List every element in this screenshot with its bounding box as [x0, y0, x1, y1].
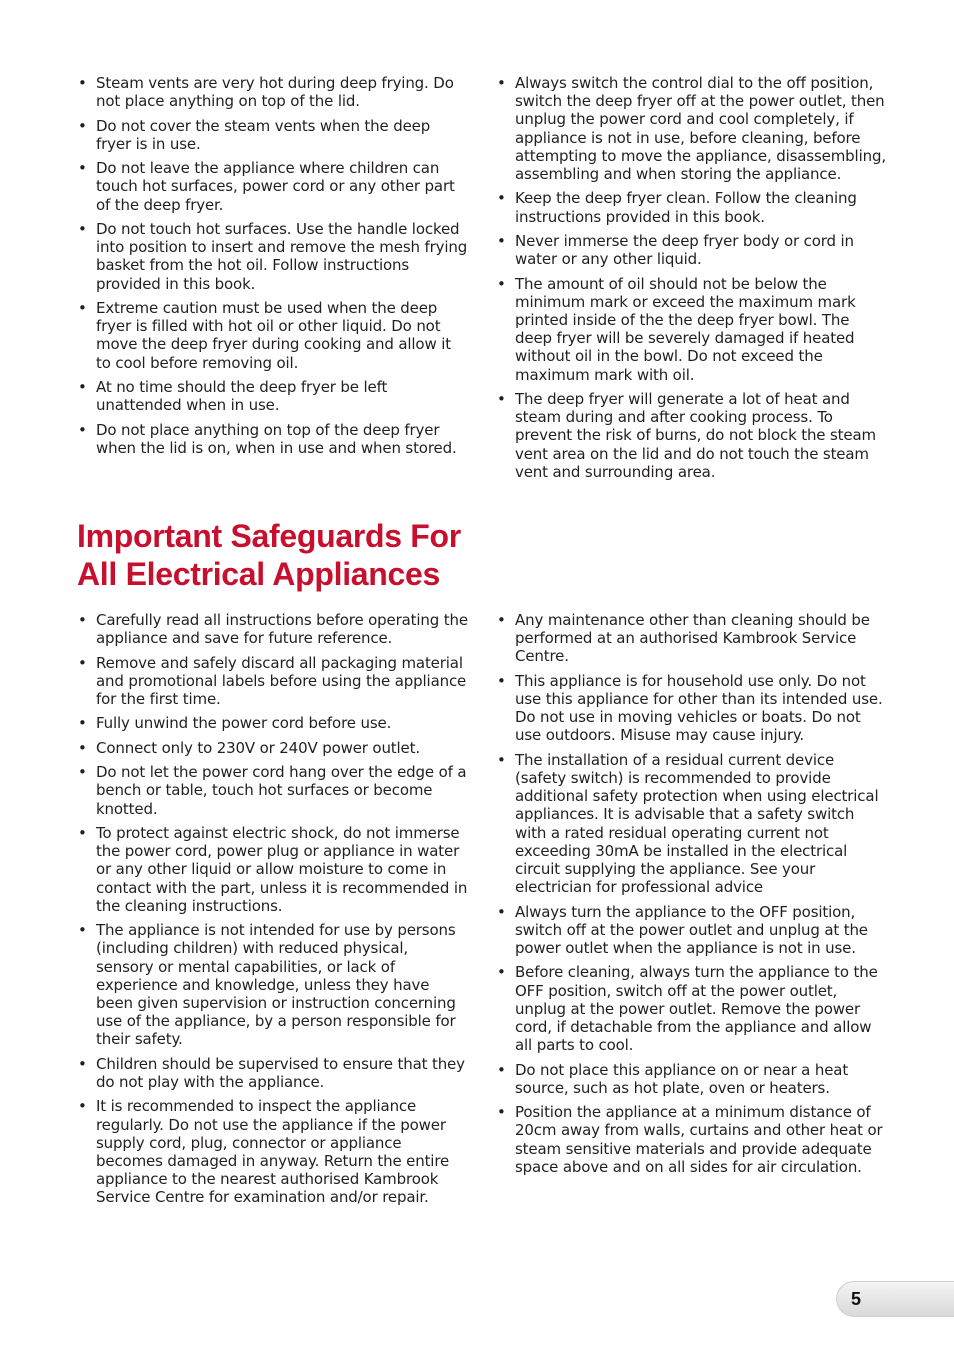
bullet-icon: •	[78, 298, 87, 317]
bullet-icon: •	[497, 390, 506, 408]
list-item	[496, 275, 886, 384]
list-item-text: At no time should the deep fryer be left unattended when in use.	[96, 377, 388, 415]
safeguards-list-left	[77, 611, 469, 1207]
section-heading	[77, 517, 461, 593]
list-item-text: The deep fryer will generate a lot of heat and steam during and after cooking process. To prevent the risk of burns, do not block the steam vent area on the lid and do not touch the steam vent and surrounding area.	[515, 390, 876, 481]
list-item-text: Before cleaning, always turn the appliance to the OFF position, switch off at the power outlet, unplug at the power outlet. Remove the power cord, if detachable from the appliance and allow all parts to cool.	[515, 963, 878, 1055]
list-item-text: This appliance is for household use only. Do not use this appliance for other than its intended use. Do not use in moving vehicles or boats. Do not use outdoors. Misuse may cause injury.	[515, 671, 883, 745]
list-item-text: Any maintenance other than cleaning should be performed at an authorised Kambrook Service Centre.	[515, 611, 870, 666]
bottom-left-column	[77, 611, 469, 1213]
list-item	[496, 903, 886, 958]
bullet-icon: •	[78, 921, 87, 940]
section-heading-line-1: Important Safeguards For	[77, 518, 461, 554]
bullet-icon: •	[78, 1097, 87, 1116]
list-item	[496, 232, 886, 268]
bullet-icon: •	[497, 963, 506, 982]
list-item-text: Fully unwind the power cord before use.	[96, 714, 392, 733]
bullet-icon: •	[497, 189, 506, 208]
list-item	[77, 739, 469, 757]
list-item	[77, 117, 469, 153]
list-item	[496, 1061, 886, 1097]
list-item	[496, 1103, 886, 1176]
bullet-icon: •	[78, 1054, 87, 1073]
list-item-text: Keep the deep fryer clean. Follow the cleaning instructions provided in this book.	[515, 189, 857, 226]
safety-list-top-right	[496, 74, 886, 481]
list-item-text: Remove and safely discard all packaging material and promotional labels before using the appliance for the first time.	[96, 653, 467, 708]
bullet-icon: •	[497, 274, 506, 293]
list-item	[77, 921, 469, 1048]
list-item-text: The appliance is not intended for use by persons (including children) with reduced physical, sensory or mental capabilities, or lack of experience and knowledge, unless they have been given supervision or instruction concerning use of the appliance, by a person responsible for their safety.	[96, 921, 456, 1049]
bullet-icon: •	[78, 377, 87, 396]
bottom-right-column	[496, 611, 886, 1182]
list-item	[496, 751, 886, 897]
bullet-icon: •	[78, 420, 87, 439]
list-item	[496, 74, 886, 183]
safety-list-top-left	[77, 74, 469, 457]
list-item-text: Connect only to 230V or 240V power outlet.	[96, 738, 420, 757]
list-item	[496, 672, 886, 745]
bullet-icon: •	[78, 763, 87, 782]
bullet-icon: •	[497, 74, 506, 92]
list-item-text: To protect against electric shock, do not immerse the power cord, power plug or appliance in water or any other liquid or allow moisture to come in contact with the part, unless it is recommended in the cleaning instructions.	[96, 823, 468, 915]
bullet-icon: •	[78, 611, 87, 629]
top-right-column	[496, 74, 886, 487]
list-item	[77, 1055, 469, 1091]
list-item-text: Always switch the control dial to the off position, switch the deep fryer off at the power outlet, then unplug the power cord and cool completely, if appliance is not in use, before cleaning, before attempting to move the appliance, disassembling, assembling and when storing the appliance.	[515, 74, 886, 184]
list-item-text: Never immerse the deep fryer body or cord in water or any other liquid.	[515, 232, 854, 269]
list-item	[77, 378, 469, 414]
bullet-icon: •	[78, 116, 87, 135]
bullet-icon: •	[497, 902, 506, 921]
list-item-text: Do not place anything on top of the deep fryer when the lid is on, when in use and when stored.	[96, 420, 457, 457]
list-item-text: Do not place this appliance on or near a heat source, such as hot plate, oven or heaters.	[515, 1060, 849, 1097]
bullet-icon: •	[497, 750, 506, 769]
list-item	[77, 824, 469, 915]
list-item-text: Do not touch hot surfaces. Use the handle locked into position to insert and remove the mesh frying basket from the hot oil. Follow instructions provided in this book.	[96, 219, 468, 293]
bullet-icon: •	[78, 714, 87, 733]
list-item-text: Position the appliance at a minimum distance of 20cm away from walls, curtains and other heat or steam sensitive materials and provide adequate space above and on all sides for air circulation.	[515, 1103, 883, 1176]
list-item-text: Always turn the appliance to the OFF position, switch off at the power outlet and unplug at the power outlet when the appliance is not in use.	[515, 902, 868, 958]
bullet-icon: •	[78, 823, 87, 842]
safeguards-list-right	[496, 611, 886, 1176]
bullet-icon: •	[78, 219, 87, 238]
page-number-tab	[836, 1281, 954, 1317]
list-item-text: Children should be supervised to ensure that they do not play with the appliance.	[96, 1054, 465, 1091]
bullet-icon: •	[497, 232, 506, 250]
list-item	[496, 390, 886, 481]
list-item-text: Do not let the power cord hang over the edge of a bench or table, touch hot surfaces or become knotted.	[96, 763, 467, 818]
list-item-text: Steam vents are very hot during deep frying. Do not place anything on top of the lid.	[96, 74, 454, 111]
list-item	[77, 159, 469, 214]
list-item-text: Do not cover the steam vents when the deep fryer is in use.	[96, 116, 431, 153]
bullet-icon: •	[78, 159, 87, 178]
bullet-icon: •	[497, 611, 506, 629]
bullet-icon: •	[78, 738, 87, 757]
bullet-icon: •	[78, 653, 87, 672]
list-item	[77, 654, 469, 709]
top-left-column	[77, 74, 469, 463]
list-item-text: Extreme caution must be used when the deep fryer is filled with hot oil or other liquid. Do not move the deep fryer during cooking and allow it to cool before removing oil.	[96, 298, 451, 372]
list-item	[77, 421, 469, 457]
list-item	[496, 611, 886, 666]
list-item	[77, 299, 469, 372]
list-item	[496, 963, 886, 1054]
page-number: 5	[851, 1289, 862, 1309]
list-item	[77, 714, 469, 732]
list-item-text: It is recommended to inspect the appliance regularly. Do not use the appliance if the power supply cord, plug, connector or appliance becomes damaged in anyway. Return the entire appliance to the nearest authorised Kambrook Service Centre for examination and/or repair.	[96, 1097, 450, 1207]
bullet-icon: •	[78, 74, 87, 92]
bullet-icon: •	[497, 1103, 506, 1122]
list-item-text: Carefully read all instructions before operating the appliance and save for future reference.	[96, 611, 468, 648]
bullet-icon: •	[497, 1060, 506, 1079]
list-item	[77, 220, 469, 293]
list-item-text: Do not leave the appliance where children can touch hot surfaces, power cord or any other part of the deep fryer.	[96, 159, 455, 214]
list-item	[77, 1097, 469, 1206]
list-item	[77, 611, 469, 647]
list-item	[77, 763, 469, 818]
list-item	[496, 189, 886, 225]
list-item-text: The installation of a residual current device (safety switch) is recommended to provide additional safety protection when using electrical appliances. It is advisable that a safety switch with a rated residual operating current not exceeding 30mA be installed in the electrical circuit supplying the appliance. See your electrician for professional advice	[515, 750, 879, 897]
list-item	[77, 74, 469, 110]
bullet-icon: •	[497, 671, 506, 690]
list-item-text: The amount of oil should not be below the minimum mark or exceed the maximum mark printed inside of the the deep fryer bowl. The deep fryer will be severely damaged if heated without oil in the bowl. Do not exceed the maximum mark with oil.	[515, 274, 856, 384]
section-heading-line-2: All Electrical Appliances	[77, 556, 441, 592]
